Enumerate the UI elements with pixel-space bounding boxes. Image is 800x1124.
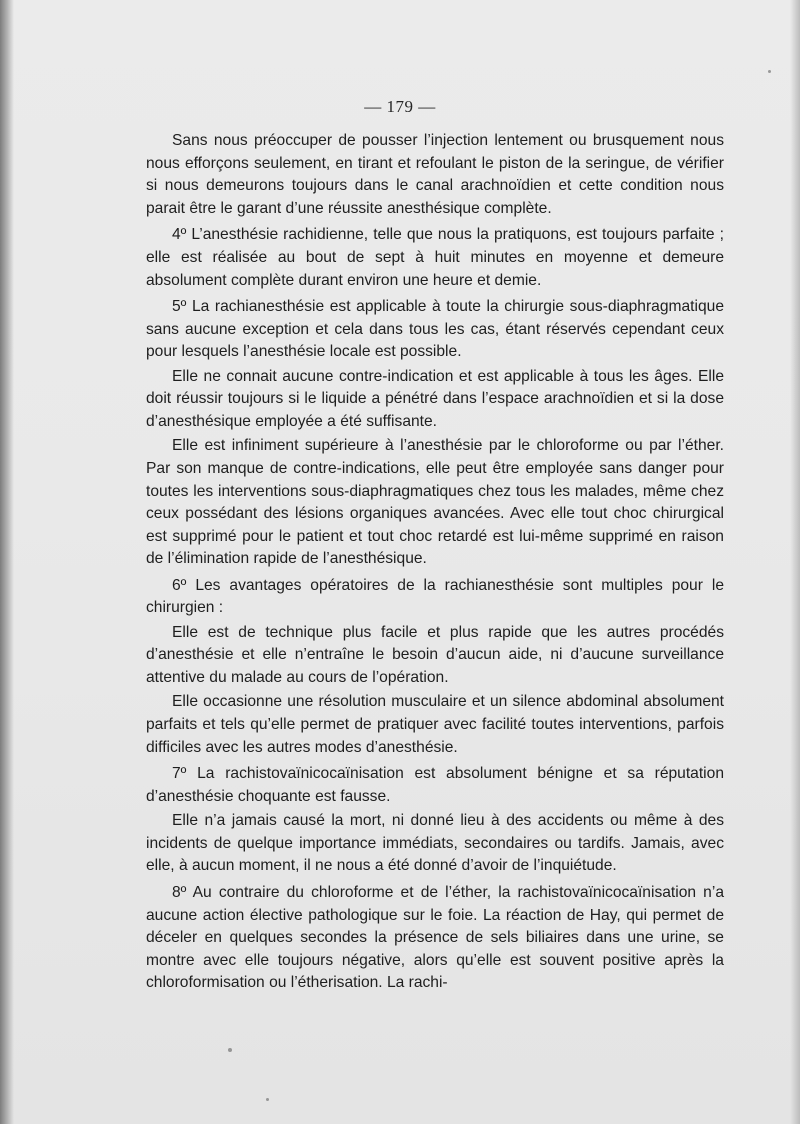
binding-shadow [0, 0, 14, 1124]
dust-speck [768, 70, 771, 73]
paragraph-9: 7º La rachistovaïnicocaïnisation est absolument bénigne et sa réputation d’anesthésie choquante est fausse. [146, 765, 724, 805]
body-text [146, 130, 724, 997]
paragraph-3: 5º La rachianesthésie est applicable à toute la chirurgie sous-diaphragmatique sans aucune exception et cela dans tous les cas, étant réservés cependant ceux pour lesquels l’anesthésie locale est possible. [146, 298, 724, 361]
paragraph-2: 4º L’anesthésie rachidienne, telle que nous la pratiquons, est toujours parfaite ; elle est réalisée au bout de sept à huit minutes en moyenne et demeure absolument complète durant environ une heure et demie. [146, 226, 724, 289]
paragraph-10: Elle n’a jamais causé la mort, ni donné lieu à des accidents ou même à des incidents de quelque importance immédiats, secondaires ou tardifs. Jamais, avec elle, à aucun moment, il ne nous a été donné d’avoir de l’inquiétude. [146, 812, 724, 875]
paragraph-7: Elle est de technique plus facile et plus rapide que les autres procédés d’anesthésie et elle n’entraîne le besoin d’aucun aide, ni d’aucune surveillance attentive du malade au cours de l’opération. [146, 623, 724, 687]
paragraph-11: 8º Au contraire du chloroforme et de l’éther, la rachistovaïnicocaïnisation n’a aucune action élective pathologique sur le foie. La réaction de Hay, qui permet de déceler en quelques secondes la présence de sels biliaires dans une urine, se montre avec elle toujours négative, alors qu’elle est souvent positive après la chloroformisation ou l’étherisation. La rachi- [146, 883, 724, 992]
dust-speck [266, 1098, 269, 1101]
paragraph-5: Elle est infiniment supérieure à l’anesthésie par le chloroforme ou par l’éther. Par son manque de contre-indications, elle peut être employée sans danger pour toutes les interventions sous-diaphragmatiques chez tous les malades, même chez ceux possédant des lésions organiques avancées. Avec elle tout choc chirurgical est supprimé pour le patient et tout choc retardé est lui-même supprimé en raison de l’élimination rapide de l’anesthésique. [146, 437, 724, 568]
edge-shadow [790, 0, 800, 1124]
paragraph-4: Elle ne connait aucune contre-indication et est applicable à tous les âges. Elle doit réussir toujours si le liquide a pénétré dans l’espace arachnoïdien et si la dose d’anesthésique employée a été suffisante. [146, 367, 724, 430]
page-number: — 179 — [364, 97, 436, 116]
paragraph-8: Elle occasionne une résolution musculaire et un silence abdominal absolument parfaits et tels qu’elle permet de pratiquer avec facilité toutes interventions, parfois difficiles avec les autres modes d’anesthésie. [146, 693, 724, 756]
paragraph-1: Sans nous préoccuper de pousser l’injection lentement ou brusquement nous nous efforçons seulement, en tirant et refoulant le piston de la seringue, de vérifier si nous demeurons toujours dans le canal arachnoïdien et cette condition nous parait être le garant d’une réussite anesthésique complète. [146, 132, 724, 217]
dust-speck [228, 1048, 232, 1052]
paragraph-6: 6º Les avantages opératoires de la rachianesthésie sont multiples pour le chirurgien : [146, 576, 724, 617]
